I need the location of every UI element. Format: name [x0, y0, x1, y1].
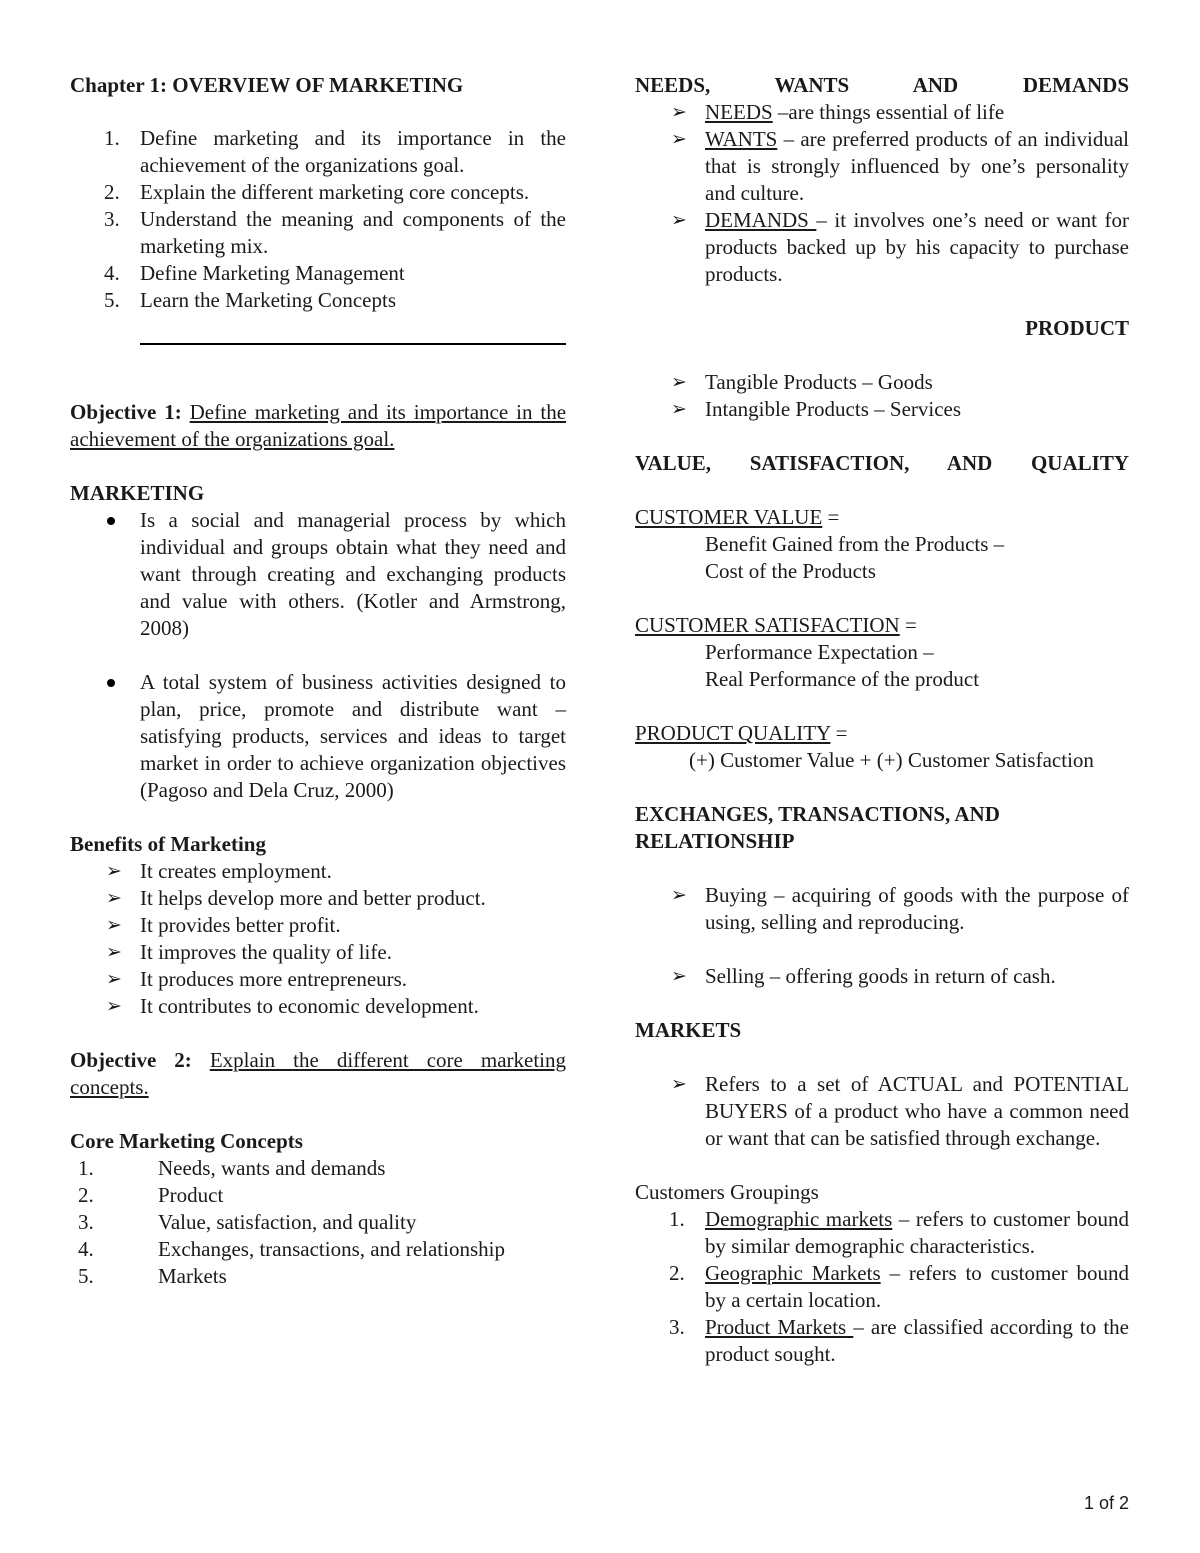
- list-item: ➢ It contributes to economic development.: [106, 994, 479, 1018]
- list-item: 5. Markets: [78, 1264, 227, 1288]
- list-item: 5. Learn the Marketing Concepts: [104, 288, 396, 312]
- arrow-bullet-icon: ➢: [671, 398, 687, 420]
- objective-2: Objective 2: Explain the different core marketing concepts.: [70, 1048, 567, 1099]
- list-item: ➢ Tangible Products – Goods: [671, 370, 933, 394]
- core-concepts-heading: Core Marketing Concepts: [70, 1129, 303, 1153]
- customer-satisfaction-line-2: Real Performance of the product: [705, 667, 980, 691]
- customer-groupings-list: [635, 1206, 1129, 1368]
- marketing-heading: MARKETING: [70, 481, 205, 505]
- arrow-bullet-icon: ➢: [671, 101, 687, 123]
- list-item: ➢ Selling – offering goods in return of cash.: [671, 964, 1056, 988]
- list-item: ➢ Refers to a set of ACTUAL and POTENTIAL BUYERS of a product who have a common need or want that can be satisfied through exchange.: [671, 1072, 1129, 1150]
- list-item: ➢ DEMANDS – it involves one’s need or want for products backed up by his capacity to purchase products.: [671, 208, 1130, 286]
- customer-satisfaction-term: CUSTOMER SATISFACTION =: [635, 613, 917, 637]
- exchanges-heading: EXCHANGES, TRANSACTIONS, AND RELATIONSHIP: [635, 802, 1000, 853]
- right-column: [635, 72, 1129, 1368]
- list-item: 2. Explain the different marketing core concepts.: [104, 180, 530, 204]
- bullet-icon: [107, 679, 115, 687]
- list-item: 3. Product Markets – are classified according to the product sought.: [669, 1315, 1129, 1366]
- page-number: 1 of 2: [1083, 1493, 1129, 1513]
- markets-heading: MARKETS: [635, 1018, 742, 1042]
- list-item: ➢ It improves the quality of life.: [106, 940, 392, 964]
- arrow-bullet-icon: ➢: [106, 914, 122, 936]
- arrow-bullet-icon: ➢: [106, 860, 122, 882]
- list-item: 2. Geographic Markets – refers to customer bound by a certain location.: [669, 1261, 1129, 1312]
- arrow-bullet-icon: ➢: [671, 371, 687, 393]
- arrow-bullet-icon: ➢: [671, 209, 687, 231]
- list-item: 2. Product: [78, 1183, 224, 1207]
- list-item: 4. Define Marketing Management: [104, 261, 405, 285]
- needs-wants-demands-heading: NEEDS, WANTS AND DEMANDS: [635, 73, 1129, 97]
- list-item: ➢ It helps develop more and better product.: [106, 886, 486, 910]
- list-item: ➢ It provides better profit.: [106, 913, 341, 937]
- left-column: [70, 72, 566, 1290]
- chapter-objectives-list: [70, 125, 566, 314]
- core-concepts-list: [70, 1155, 566, 1290]
- list-item: Is a social and managerial process by which individual and groups obtain what they need and want through creating and exchanging products and value with others. (Kotler and Armstrong, 2008): [70, 507, 566, 642]
- list-item: ➢ WANTS – are preferred products of an individual that is strongly influenced by one’s personality and culture.: [671, 127, 1129, 205]
- list-item: A total system of business activities designed to plan, price, promote and distribute want – satisfying products, services and ideas to target market in order to achieve organization objectives (Pagoso and Dela Cruz, 2000): [70, 669, 566, 804]
- list-item: 1. Needs, wants and demands: [78, 1156, 386, 1180]
- list-item: 3. Value, satisfaction, and quality: [78, 1210, 417, 1234]
- bullet-icon: [107, 517, 115, 525]
- product-quality-formula: (+) Customer Value + (+) Customer Satisfaction: [689, 748, 1094, 772]
- product-heading: PRODUCT: [1025, 316, 1129, 340]
- benefits-heading: Benefits of Marketing: [70, 832, 266, 856]
- arrow-bullet-icon: ➢: [106, 941, 122, 963]
- list-item: ➢ NEEDS –are things essential of life: [671, 100, 1005, 124]
- needs-wants-demands-list: [635, 99, 1129, 288]
- customer-satisfaction-line-1: Performance Expectation –: [705, 640, 934, 664]
- chapter-title: Chapter 1: OVERVIEW OF MARKETING: [70, 73, 464, 97]
- list-item: 3. Understand the meaning and components of the marketing mix.: [104, 207, 566, 258]
- exchanges-list: [635, 882, 1129, 990]
- customer-value-line-1: Benefit Gained from the Products –: [705, 532, 1005, 556]
- value-satisfaction-quality-heading: VALUE, SATISFACTION, AND QUALITY: [635, 451, 1129, 475]
- benefits-list: [70, 858, 566, 1020]
- customer-value-line-2: Cost of the Products: [705, 559, 876, 583]
- customer-value-term: CUSTOMER VALUE =: [635, 505, 840, 529]
- arrow-bullet-icon: ➢: [671, 1073, 687, 1095]
- markets-list: [635, 1071, 1129, 1152]
- objective-1: Objective 1: Define marketing and its importance in the achievement of the organizations goal.: [70, 400, 567, 451]
- list-item: ➢ Buying – acquiring of goods with the purpose of using, selling and reproducing.: [671, 883, 1129, 934]
- customer-groupings-heading: Customers Groupings: [635, 1180, 819, 1204]
- arrow-bullet-icon: ➢: [106, 968, 122, 990]
- marketing-definitions: [70, 507, 566, 804]
- arrow-bullet-icon: ➢: [671, 128, 687, 150]
- arrow-bullet-icon: ➢: [671, 884, 687, 906]
- list-item: 1. Define marketing and its importance in the achievement of the organizations goal.: [104, 126, 566, 177]
- arrow-bullet-icon: ➢: [106, 887, 122, 909]
- list-item: ➢ It produces more entrepreneurs.: [106, 967, 408, 991]
- arrow-bullet-icon: ➢: [106, 995, 122, 1017]
- product-list: [635, 369, 1129, 423]
- arrow-bullet-icon: ➢: [671, 965, 687, 987]
- list-item: ➢ It creates employment.: [106, 859, 332, 883]
- list-item: ➢ Intangible Products – Services: [671, 397, 962, 421]
- list-item: 1. Demographic markets – refers to customer bound by similar demographic characteristics.: [669, 1207, 1129, 1258]
- product-quality-term: PRODUCT QUALITY =: [635, 721, 848, 745]
- list-item: 4. Exchanges, transactions, and relationship: [78, 1237, 505, 1261]
